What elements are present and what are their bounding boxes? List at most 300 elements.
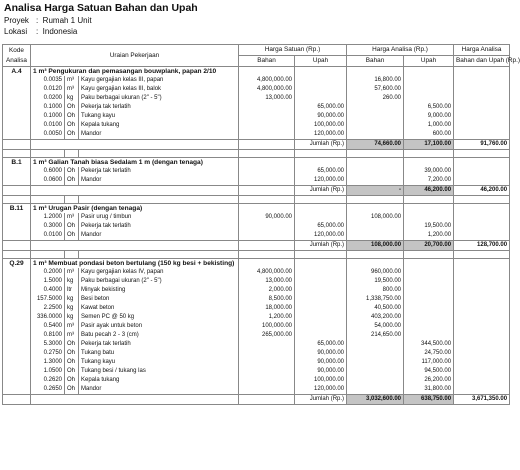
item-coefficient: 1.3000 [31, 358, 65, 367]
section-total-row [3, 241, 510, 251]
item-coefficient: 0.4000 [31, 286, 65, 295]
item-analysis-labor: 600.00 [404, 130, 454, 140]
empty-cell [404, 259, 454, 269]
empty-cell [79, 150, 239, 158]
empty-cell [31, 150, 65, 158]
item-analysis-material: 54,000.00 [347, 322, 404, 331]
empty-cell [239, 150, 295, 158]
spacer-row [3, 196, 510, 204]
empty-cell [239, 186, 295, 196]
total-label: Jumlah (Rp.) [295, 241, 347, 251]
item-analysis-labor: 19,500.00 [404, 222, 454, 231]
empty-cell [239, 158, 295, 168]
total-material: 108,000.00 [347, 241, 404, 251]
item-unit-price-labor [295, 76, 347, 85]
empty-cell [3, 277, 31, 286]
empty-cell [3, 340, 31, 349]
analysis-table [2, 44, 520, 405]
item-description: Batu pecah 2 - 3 (cm) [79, 331, 239, 340]
empty-cell [3, 322, 31, 331]
header-kode: Kode Analisa [3, 45, 31, 67]
item-analysis-material: 1,338,750.00 [347, 295, 404, 304]
section-title: 1 m³ Galian Tanah biasa Sedalam 1 m (dengan tenaga) [31, 158, 239, 168]
item-coefficient: 0.1000 [31, 112, 65, 121]
item-analysis-labor [404, 268, 454, 277]
section-code: A.4 [3, 67, 31, 77]
empty-cell [3, 367, 31, 376]
header-harga-analisa: Harga Analisa (Rp.) [347, 45, 454, 56]
item-coefficient: 1.2000 [31, 213, 65, 222]
empty-cell [3, 140, 31, 150]
item-row [3, 313, 510, 322]
empty-cell [295, 67, 347, 77]
item-unit-price-material: 18,000.00 [239, 304, 295, 313]
item-analysis-material [347, 121, 404, 130]
total-material: 74,660.00 [347, 140, 404, 150]
item-row [3, 103, 510, 112]
section-code: Q.29 [3, 259, 31, 269]
item-analysis-labor: 7,200.00 [404, 176, 454, 186]
item-unit: kg [65, 277, 79, 286]
empty-cell [404, 196, 454, 204]
empty-cell [3, 130, 31, 140]
item-coefficient: 0.1000 [31, 103, 65, 112]
item-row [3, 340, 510, 349]
empty-cell [31, 196, 65, 204]
section-title: 1 m³ Membuat pondasi beton bertulang (150 kg besi + bekisting) [31, 259, 239, 269]
item-unit: kg [65, 313, 79, 322]
item-unit-price-labor [295, 277, 347, 286]
empty-cell [3, 241, 31, 251]
item-description: Mandor [79, 176, 239, 186]
empty-cell [454, 158, 510, 168]
item-unit-price-material [239, 130, 295, 140]
section-total-row [3, 140, 510, 150]
total-material-labor: 3,671,350.00 [454, 395, 510, 405]
total-material-labor: 46,200.00 [454, 186, 510, 196]
item-description: Kayu gergajian kelas IV, papan [79, 268, 239, 277]
empty-cell [3, 251, 31, 259]
empty-cell [347, 251, 404, 259]
item-row [3, 85, 510, 94]
item-coefficient: 5.3000 [31, 340, 65, 349]
empty-cell [454, 313, 510, 322]
item-unit-price-material: 265,000.00 [239, 331, 295, 340]
empty-cell [295, 204, 347, 214]
empty-cell [3, 304, 31, 313]
item-description: Kawat beton [79, 304, 239, 313]
item-unit-price-labor [295, 286, 347, 295]
item-analysis-labor: 94,500.00 [404, 367, 454, 376]
item-analysis-material [347, 231, 404, 241]
item-unit-price-labor: 90,000.00 [295, 112, 347, 121]
empty-cell [295, 150, 347, 158]
item-unit: kg [65, 304, 79, 313]
item-row [3, 277, 510, 286]
item-analysis-material [347, 376, 404, 385]
item-unit-price-labor: 90,000.00 [295, 367, 347, 376]
item-coefficient: 0.6000 [31, 167, 65, 176]
empty-cell [3, 286, 31, 295]
empty-cell [3, 150, 31, 158]
item-description: Kepala tukang [79, 121, 239, 130]
item-analysis-material: 16,800.00 [347, 76, 404, 85]
item-analysis-material: 19,500.00 [347, 277, 404, 286]
item-analysis-material: 403,200.00 [347, 313, 404, 322]
empty-cell [454, 167, 510, 176]
empty-cell [239, 395, 295, 405]
item-description: Tukang batu [79, 349, 239, 358]
header-harga-analisa-total: Harga Analisa [454, 45, 510, 56]
item-analysis-labor: 9,000.00 [404, 112, 454, 121]
empty-cell [79, 251, 239, 259]
item-unit: Oh [65, 167, 79, 176]
item-unit: m³ [65, 213, 79, 222]
document-title: Analisa Harga Satuan Bahan dan Upah [4, 2, 198, 14]
empty-cell [454, 222, 510, 231]
item-unit-price-labor: 65,000.00 [295, 167, 347, 176]
item-unit: ltr [65, 286, 79, 295]
item-analysis-labor: 39,000.00 [404, 167, 454, 176]
item-analysis-labor [404, 304, 454, 313]
empty-cell [347, 196, 404, 204]
item-coefficient: 0.0200 [31, 94, 65, 103]
empty-cell [404, 251, 454, 259]
item-description: Pekerja tak terlatih [79, 167, 239, 176]
empty-cell [454, 112, 510, 121]
item-unit-price-material: 13,000.00 [239, 94, 295, 103]
item-row [3, 268, 510, 277]
item-row [3, 295, 510, 304]
item-coefficient: 0.0050 [31, 130, 65, 140]
item-analysis-labor: 6,500.00 [404, 103, 454, 112]
empty-cell [454, 231, 510, 241]
section-header-row [3, 204, 510, 214]
empty-cell [454, 196, 510, 204]
empty-cell [239, 196, 295, 204]
total-label: Jumlah (Rp.) [295, 186, 347, 196]
meta-lokasi: Lokasi : Indonesia [4, 27, 78, 36]
item-unit-price-material: 2,000.00 [239, 286, 295, 295]
item-row [3, 213, 510, 222]
item-unit: Oh [65, 121, 79, 130]
empty-cell [3, 76, 31, 85]
empty-cell [239, 204, 295, 214]
item-unit: Oh [65, 376, 79, 385]
empty-cell [347, 259, 404, 269]
item-row [3, 376, 510, 385]
empty-cell [239, 140, 295, 150]
total-material-labor: 128,700.00 [454, 241, 510, 251]
item-analysis-labor [404, 331, 454, 340]
item-coefficient: 0.3000 [31, 222, 65, 231]
item-analysis-labor: 344,500.00 [404, 340, 454, 349]
item-unit: m³ [65, 76, 79, 85]
item-analysis-labor: 31,800.00 [404, 385, 454, 395]
section-code: B.1 [3, 158, 31, 168]
item-row [3, 367, 510, 376]
total-label: Jumlah (Rp.) [295, 395, 347, 405]
item-row [3, 130, 510, 140]
empty-cell [3, 176, 31, 186]
item-analysis-material [347, 103, 404, 112]
spacer-row [3, 150, 510, 158]
item-unit-price-material: 4,800,000.00 [239, 76, 295, 85]
section-header-row [3, 259, 510, 269]
item-coefficient: 1.5000 [31, 277, 65, 286]
item-description: Tukang besi / tukang las [79, 367, 239, 376]
item-coefficient: 2.2500 [31, 304, 65, 313]
item-description: Pasir ayak untuk beton [79, 322, 239, 331]
empty-cell [3, 231, 31, 241]
item-unit-price-labor: 120,000.00 [295, 385, 347, 395]
item-coefficient: 0.2000 [31, 268, 65, 277]
item-unit-price-material [239, 176, 295, 186]
item-unit: Oh [65, 349, 79, 358]
item-analysis-labor: 26,200.00 [404, 376, 454, 385]
item-analysis-material [347, 112, 404, 121]
empty-cell [404, 158, 454, 168]
empty-cell [454, 67, 510, 77]
header-row-1 [3, 45, 510, 56]
empty-cell [404, 150, 454, 158]
empty-cell [347, 158, 404, 168]
item-unit-price-material: 8,500.00 [239, 295, 295, 304]
item-analysis-material: 57,600.00 [347, 85, 404, 94]
header-an-upah: Upah [404, 56, 454, 67]
item-row [3, 167, 510, 176]
empty-cell [65, 251, 79, 259]
item-unit-price-labor [295, 213, 347, 222]
empty-cell [295, 259, 347, 269]
item-unit-price-labor: 100,000.00 [295, 376, 347, 385]
item-unit-price-labor [295, 295, 347, 304]
item-description: Tukang kayu [79, 112, 239, 121]
item-row [3, 349, 510, 358]
empty-cell [3, 112, 31, 121]
item-description: Paku berbagai ukuran (2" - 5") [79, 94, 239, 103]
empty-cell [3, 186, 31, 196]
item-analysis-labor [404, 94, 454, 103]
empty-cell [347, 67, 404, 77]
item-unit-price-labor: 90,000.00 [295, 358, 347, 367]
item-analysis-material [347, 176, 404, 186]
total-labor: 638,750.00 [404, 395, 454, 405]
item-description: Kayu gergajian kelas III, balok [79, 85, 239, 94]
empty-cell [454, 121, 510, 130]
item-analysis-labor [404, 322, 454, 331]
item-coefficient: 0.0100 [31, 231, 65, 241]
item-analysis-labor: 1,000.00 [404, 121, 454, 130]
empty-cell [454, 385, 510, 395]
empty-cell [3, 331, 31, 340]
item-coefficient: 0.2620 [31, 376, 65, 385]
empty-cell [65, 196, 79, 204]
item-description: Kepala tukang [79, 376, 239, 385]
empty-cell [347, 204, 404, 214]
item-analysis-material [347, 358, 404, 367]
item-unit-price-material [239, 121, 295, 130]
item-row [3, 76, 510, 85]
item-row [3, 121, 510, 130]
empty-cell [3, 213, 31, 222]
item-unit-price-labor: 120,000.00 [295, 130, 347, 140]
empty-cell [295, 196, 347, 204]
total-labor: 20,700.00 [404, 241, 454, 251]
empty-cell [454, 176, 510, 186]
total-material-labor: 91,760.00 [454, 140, 510, 150]
empty-cell [239, 259, 295, 269]
item-unit: Oh [65, 112, 79, 121]
item-unit-price-material: 90,000.00 [239, 213, 295, 222]
item-description: Paku berbagai ukuran (2" - 5") [79, 277, 239, 286]
item-row [3, 231, 510, 241]
empty-cell [454, 251, 510, 259]
item-description: Pekerja tak terlatih [79, 222, 239, 231]
empty-cell [404, 67, 454, 77]
empty-cell [239, 67, 295, 77]
item-analysis-material [347, 385, 404, 395]
section-header-row [3, 158, 510, 168]
item-row [3, 112, 510, 121]
header-an-bahan: Bahan [347, 56, 404, 67]
header-harga-satuan: Harga Satuan (Rp.) [239, 45, 347, 56]
item-unit-price-labor: 100,000.00 [295, 121, 347, 130]
item-unit-price-labor: 65,000.00 [295, 340, 347, 349]
empty-cell [3, 196, 31, 204]
empty-cell [3, 313, 31, 322]
section-title: 1 m³ Urugan Pasir (dengan tenaga) [31, 204, 239, 214]
item-coefficient: 1.0500 [31, 367, 65, 376]
item-unit-price-material [239, 222, 295, 231]
item-description: Pekerja tak terlatih [79, 103, 239, 112]
item-unit-price-material [239, 349, 295, 358]
empty-cell [3, 349, 31, 358]
item-analysis-labor [404, 277, 454, 286]
item-unit: m³ [65, 268, 79, 277]
item-description: Pasir urug / timbun [79, 213, 239, 222]
item-unit: kg [65, 94, 79, 103]
item-row [3, 331, 510, 340]
item-description: Kayu gergajian kelas III, papan [79, 76, 239, 85]
item-analysis-material: 960,000.00 [347, 268, 404, 277]
item-analysis-material: 214,650.00 [347, 331, 404, 340]
section-total-row [3, 186, 510, 196]
item-unit-price-material [239, 103, 295, 112]
empty-cell [239, 241, 295, 251]
empty-cell [31, 140, 239, 150]
item-coefficient: 0.8100 [31, 331, 65, 340]
item-row [3, 176, 510, 186]
item-analysis-labor [404, 313, 454, 322]
item-analysis-labor: 24,750.00 [404, 349, 454, 358]
item-description: Pekerja tak terlatih [79, 340, 239, 349]
empty-cell [454, 322, 510, 331]
section-code: B.11 [3, 204, 31, 214]
item-unit: Oh [65, 340, 79, 349]
item-unit-price-material [239, 340, 295, 349]
item-coefficient: 157.5000 [31, 295, 65, 304]
empty-cell [3, 222, 31, 231]
item-unit: m³ [65, 331, 79, 340]
item-unit-price-labor: 65,000.00 [295, 103, 347, 112]
item-coefficient: 0.0600 [31, 176, 65, 186]
empty-cell [454, 304, 510, 313]
item-unit-price-labor: 90,000.00 [295, 349, 347, 358]
empty-cell [3, 103, 31, 112]
total-labor: 17,100.00 [404, 140, 454, 150]
item-unit-price-labor [295, 85, 347, 94]
total-label: Jumlah (Rp.) [295, 140, 347, 150]
empty-cell [3, 94, 31, 103]
item-description: Mandor [79, 130, 239, 140]
empty-cell [454, 150, 510, 158]
item-unit: Oh [65, 358, 79, 367]
item-unit: Oh [65, 103, 79, 112]
empty-cell [3, 358, 31, 367]
empty-cell [454, 331, 510, 340]
item-unit: Oh [65, 130, 79, 140]
total-labor: 46,200.00 [404, 186, 454, 196]
header-sat-bahan: Bahan [239, 56, 295, 67]
section-title: 1 m³ Pengukuran dan pemasangan bouwplank, papan 2/10 [31, 67, 239, 77]
spacer-row [3, 251, 510, 259]
empty-cell [295, 251, 347, 259]
item-analysis-labor [404, 213, 454, 222]
item-unit-price-labor [295, 331, 347, 340]
empty-cell [3, 268, 31, 277]
item-row [3, 94, 510, 103]
item-analysis-material [347, 130, 404, 140]
item-unit-price-material [239, 358, 295, 367]
empty-cell [454, 259, 510, 269]
item-analysis-labor [404, 286, 454, 295]
empty-cell [31, 186, 239, 196]
item-analysis-labor: 1,200.00 [404, 231, 454, 241]
section-header-row [3, 67, 510, 77]
item-analysis-material [347, 340, 404, 349]
item-unit-price-material [239, 385, 295, 395]
total-material: 3,032,600.00 [347, 395, 404, 405]
item-analysis-material: 260.00 [347, 94, 404, 103]
header-bahan-upah: Bahan dan Upah (Rp.) [454, 56, 510, 67]
empty-cell [3, 167, 31, 176]
item-unit-price-labor: 120,000.00 [295, 176, 347, 186]
empty-cell [79, 196, 239, 204]
item-unit-price-material [239, 367, 295, 376]
item-row [3, 358, 510, 367]
empty-cell [454, 376, 510, 385]
item-unit: m³ [65, 322, 79, 331]
item-unit: kg [65, 295, 79, 304]
item-unit-price-material: 4,800,000.00 [239, 268, 295, 277]
item-unit-price-labor [295, 313, 347, 322]
empty-cell [454, 268, 510, 277]
empty-cell [454, 367, 510, 376]
item-description: Tukang kayu [79, 358, 239, 367]
item-row [3, 286, 510, 295]
item-description: Mandor [79, 231, 239, 241]
item-analysis-material: 40,500.00 [347, 304, 404, 313]
item-unit-price-labor [295, 304, 347, 313]
item-unit: Oh [65, 231, 79, 241]
item-analysis-labor [404, 76, 454, 85]
item-unit: Oh [65, 222, 79, 231]
item-coefficient: 336.0000 [31, 313, 65, 322]
item-unit-price-labor: 120,000.00 [295, 231, 347, 241]
item-analysis-material [347, 349, 404, 358]
empty-cell [31, 251, 65, 259]
